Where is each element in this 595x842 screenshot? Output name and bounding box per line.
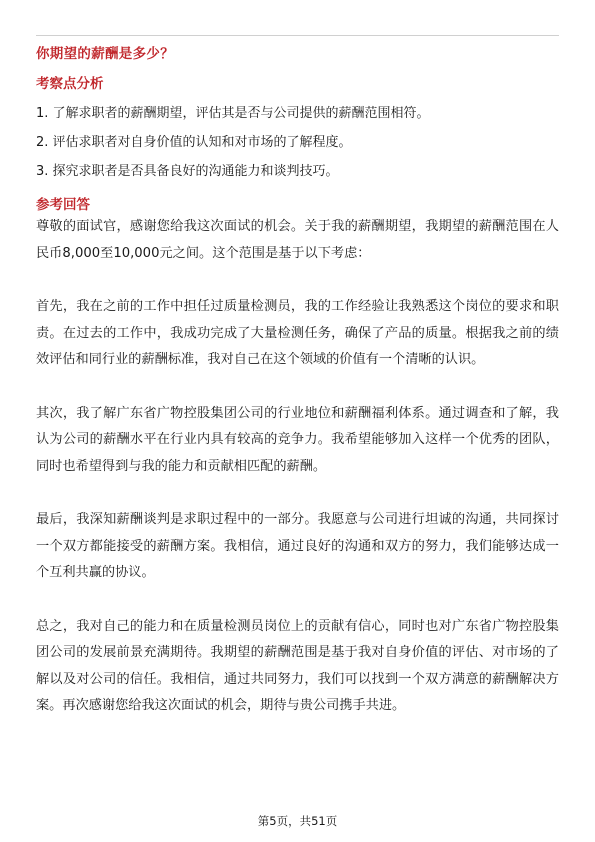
answer-paragraph: 尊敬的面试官，感谢您给我这次面试的机会。关于我的薪酬期望，我期望的薪酬范围在人民币8,000至10,000元之间。这个范围是基于以下考虑：	[36, 219, 559, 261]
answer-paragraph: 最后，我深知薪酬谈判是求职过程中的一部分。我愿意与公司进行坦诚的沟通，共同探讨一个双方都能接受的薪酬方案。我相信，通过良好的沟通和双方的努力，我们能够达成一个互利共赢的协议。	[36, 512, 559, 580]
answer-paragraph: 其次，我了解广东省广物控股集团公司的行业地位和薪酬福利体系。通过调查和了解，我认为公司的薪酬水平在行业内具有较高的竞争力。我希望能够加入这样一个优秀的团队，同时也希望得到与我的能力和贡献相匹配的薪酬。	[36, 405, 559, 474]
analysis-point: 2. 评估求职者对自身价值的认知和对市场的了解程度。	[36, 135, 352, 150]
page-number: 第5页，共51页	[257, 814, 338, 828]
answer-heading: 参考回答	[36, 197, 90, 213]
answer-body	[36, 214, 559, 747]
header-divider	[36, 35, 559, 36]
analysis-heading: 考察点分析	[36, 76, 104, 92]
answer-paragraph: 总之，我对自己的能力和在质量检测员岗位上的贡献有信心，同时也对广东省广物控股集团公司的发展前景充满期待。我期望的薪酬范围是基于我对自身价值的评估、对市场的了解以及对公司的信任。我相信，通过共同努力，我们可以找到一个双方满意的薪酬解决方案。再次感谢您给我这次面试的机会，期待与贵公司携手共进。	[36, 618, 559, 713]
analysis-points-list	[36, 99, 559, 186]
analysis-point: 3. 探究求职者是否具备良好的沟通能力和谈判技巧。	[36, 164, 339, 179]
document-page	[36, 0, 559, 842]
analysis-point: 1. 了解求职者的薪酬期望，评估其是否与公司提供的薪酬范围相符。	[36, 106, 430, 121]
answer-paragraph: 首先，我在之前的工作中担任过质量检测员，我的工作经验让我熟悉这个岗位的要求和职责。在过去的工作中，我成功完成了大量检测任务，确保了产品的质量。根据我之前的绩效评估和同行业的薪酬标准，我对自己在这个领域的价值有一个清晰的认识。	[36, 299, 559, 367]
interview-question: 你期望的薪酬是多少？	[36, 46, 174, 62]
